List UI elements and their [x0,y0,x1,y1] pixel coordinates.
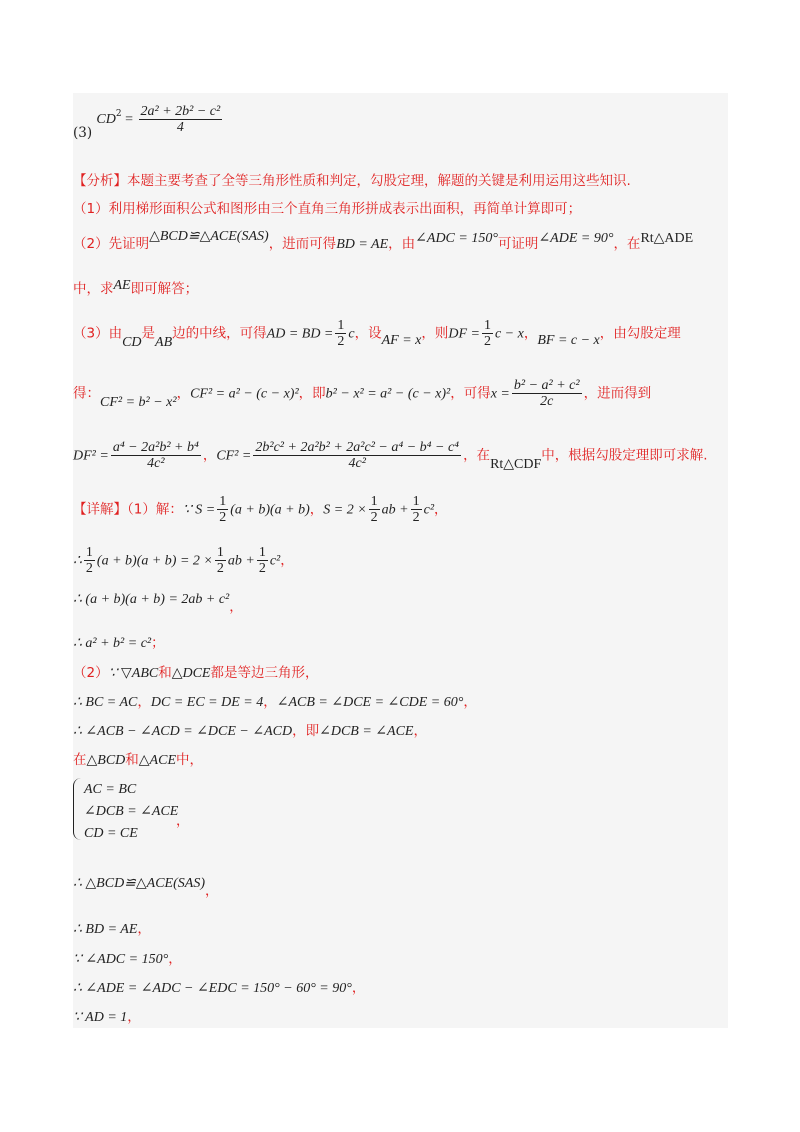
text-fragment: AB [155,334,173,350]
text-fragment: ， [229,599,243,615]
text-fragment: 【详解】 [73,501,127,518]
system-row-3 [84,824,138,843]
text-fragment: ， [413,723,427,739]
text-fragment: ，即 [298,385,326,402]
text-fragment: 【分析】 [73,173,127,189]
solution-step-1d [73,634,165,653]
text-fragment: ∵ ∠ADC = 150° [73,952,169,967]
text-fragment: ∠ADC = 150° [415,231,498,246]
analysis-part-3-final [73,440,708,471]
text-fragment: 1 [370,494,378,509]
text-fragment: CD [96,112,116,127]
text-fragment: ，由勾股定理 [599,325,681,342]
text-fragment: ， [309,501,324,518]
text-fragment: 和 [125,752,139,768]
analysis-part-3 [73,318,681,349]
text-fragment: 1 [216,545,224,560]
solution-step-1b [73,545,294,576]
text-fragment: ab + [227,553,255,569]
text-fragment: 2 [412,510,420,525]
text-fragment: 中， [176,752,203,768]
solution-step-2b [73,693,477,712]
text-fragment: 2 [370,510,378,525]
text-fragment: ， [176,385,191,402]
text-fragment: ∠ACB = ∠DCE = ∠CDE = 60° [276,695,464,710]
text-fragment: ， [280,552,294,569]
text-fragment: 4c² [348,456,366,471]
text-fragment: 4 [176,120,184,135]
fraction [253,440,461,471]
text-fragment: ， [205,883,219,899]
text-fragment: 1 [85,545,93,560]
text-fragment: 是 [141,325,156,342]
text-fragment: 中，求 [73,281,114,297]
text-fragment: 在 [73,752,87,768]
text-fragment: ，可得 [450,385,491,402]
text-fragment: ， [523,325,538,342]
text-fragment: ，进而得到 [583,385,652,402]
text-fragment: 即可解答； [130,281,199,297]
text-fragment: x = [490,386,510,402]
text-fragment: CD = CE [84,826,138,841]
text-fragment: DF² = [73,448,109,464]
analysis-part-2-cont [73,280,198,299]
text-fragment: ∴ (a + b)(a + b) = 2ab + c² [73,592,230,607]
fraction [257,545,268,576]
analysis-heading [73,172,631,190]
text-fragment: ∴ a² + b² = c² [73,636,152,651]
text-fragment: ， [176,813,190,829]
text-fragment: S = 2 × [323,502,367,518]
text-fragment: 2 [258,561,266,576]
text-fragment: ∴ [73,553,82,569]
text-fragment: 1 [412,494,420,509]
solution-step-2a [73,664,319,683]
text-fragment: ， [463,694,477,710]
fraction [369,494,380,525]
solution-step-1c [73,590,243,615]
text-fragment: ， [168,951,182,967]
solution-step-2h [73,979,365,998]
text-fragment: ∠DCB = ∠ACE [84,804,179,819]
text-fragment: (3) [73,125,93,141]
text-fragment: ∴ ∠ACB − ∠ACD = ∠DCE − ∠ACD [73,724,293,739]
text-fragment: c [348,326,355,342]
text-fragment: ∵ ▽ABC [108,666,159,681]
text-fragment: ∴ ∠ADE = ∠ADC − ∠EDC = 150° − 60° = 90° [73,981,352,996]
fraction [512,378,582,409]
text-fragment: （2）先证明 [73,236,150,252]
fraction [215,545,226,576]
text-fragment: 边的中线，可得 [172,325,267,342]
text-fragment: b² − a² + c² [513,378,580,393]
text-fragment: CD [122,334,142,350]
text-fragment: ， [434,501,448,518]
text-fragment: ， [202,447,217,464]
text-fragment: ，由 [388,236,416,252]
text-fragment: ，在 [463,447,491,464]
text-fragment: ∠ADE = 90° [538,231,614,246]
text-fragment: 2 [216,561,224,576]
text-fragment: （1）利用梯形面积公式和图形由三个直角三角形拼成表示出面积，再简单计算即可； [73,201,582,217]
text-fragment: （1）解： [127,501,183,518]
text-fragment: 2c [540,394,554,409]
text-fragment: 1 [337,318,345,333]
text-fragment: c − x [494,326,524,342]
text-fragment: △BCD [86,753,126,768]
text-fragment: BD = AE [336,237,389,252]
text-fragment: (a + b)(a + b) [230,502,310,518]
text-fragment: Rt△ADE [640,231,694,246]
text-fragment: △ACE [138,753,176,768]
text-fragment: CF² = b² − x² [100,394,177,410]
text-fragment: （2） [73,665,109,681]
text-fragment: 和 [158,665,172,681]
text-fragment: 得： [73,385,100,402]
text-fragment: AD = BD = [266,326,334,342]
text-fragment: ，则 [421,325,449,342]
text-fragment: ， [137,694,151,710]
fraction [411,494,422,525]
solution-step-2c [73,722,427,741]
text-fragment: 1 [219,494,227,509]
solution-step-2e [73,874,219,899]
text-fragment: ∵ AD = 1 [73,1010,128,1025]
analysis-part-3-cont [73,378,651,409]
text-fragment: DC = EC = DE = 4 [150,695,264,710]
text-fragment: 2a² + 2b² − c² [140,104,221,119]
text-fragment: ab + [381,502,409,518]
fraction [482,318,493,349]
text-fragment: 1 [483,318,491,333]
text-fragment: ， [263,694,277,710]
text-fragment: 中，根据勾股定理即可求解. [541,447,708,464]
text-fragment: CF² = a² − (c − x)² [190,386,299,402]
solution-step-2g [73,950,182,969]
text-fragment: △DCE [171,666,211,681]
answer-3-formula: (3) $CD^2$ = $\frac{\text{2a² + 2b² − c²}}{4}$ [73,104,221,141]
analysis-part-1 [73,200,581,218]
fraction [111,440,201,471]
fraction [335,318,346,349]
text-fragment: ∵ S = [182,502,216,518]
text-fragment: ， [351,980,366,996]
text-fragment: ，设 [354,325,382,342]
text-fragment: 2b²c² + 2a²b² + 2a²c² − a⁴ − b⁴ − c⁴ [255,440,460,455]
text-fragment: AE [113,278,131,293]
fraction [84,545,95,576]
text-fragment: ，即 [292,723,320,739]
text-fragment: ， [137,921,151,937]
text-fragment: 2 [483,334,491,349]
text-fragment: 可证明 [497,236,539,252]
fraction [217,494,228,525]
text-fragment: (a + b)(a + b) = 2 × [96,553,213,569]
text-fragment: 2 [85,561,93,576]
text-fragment: c² [423,502,435,518]
text-fragment: 2 [337,334,345,349]
text-fragment: ， [127,1009,141,1025]
text-fragment: ∠DCB = ∠ACE [319,724,414,739]
system-row-1 [84,780,136,799]
text-fragment: ∴ BC = AC [73,695,138,710]
system-row-2 [84,802,178,821]
solution-step-2f [73,920,151,939]
text-fragment: ∴ BD = AE [73,922,138,937]
system-brace [73,778,82,840]
text-fragment: CF² = [216,448,252,464]
text-fragment: a⁴ − 2a²b² + b⁴ [112,440,199,455]
text-fragment: c² [269,553,281,569]
text-fragment: 本题主要考查了全等三角形性质和判定，勾股定理，解题的关键是利用运用这些知识. [127,173,631,189]
text-fragment: 都是等边三角形， [210,665,319,681]
text-fragment: ，进而可得 [268,236,337,252]
text-fragment: Rt△CDF [490,456,542,472]
solution-step-2i [73,1008,141,1027]
solution-heading [73,494,448,525]
solution-step-2d [73,751,203,770]
text-fragment: 2 [219,510,227,525]
text-fragment: ∴ △BCD≌△ACE(SAS) [73,876,205,891]
text-fragment: （3）由 [73,325,123,342]
fraction [139,104,223,135]
system-comma [176,812,190,830]
text-fragment: AC = BC [84,782,137,797]
text-fragment: 1 [258,545,266,560]
text-fragment: BF = c − x [537,332,600,348]
analysis-part-2 [73,229,694,254]
text-fragment: b² − x² = a² − (c − x)² [325,386,451,402]
text-fragment: DF = [448,326,480,342]
text-fragment: AF = x [381,332,422,348]
text-fragment: 4c² [147,456,165,471]
text-fragment: △BCD≌△ACE(SAS) [149,229,269,244]
text-fragment: ，在 [613,236,641,252]
text-fragment: ； [151,635,165,651]
